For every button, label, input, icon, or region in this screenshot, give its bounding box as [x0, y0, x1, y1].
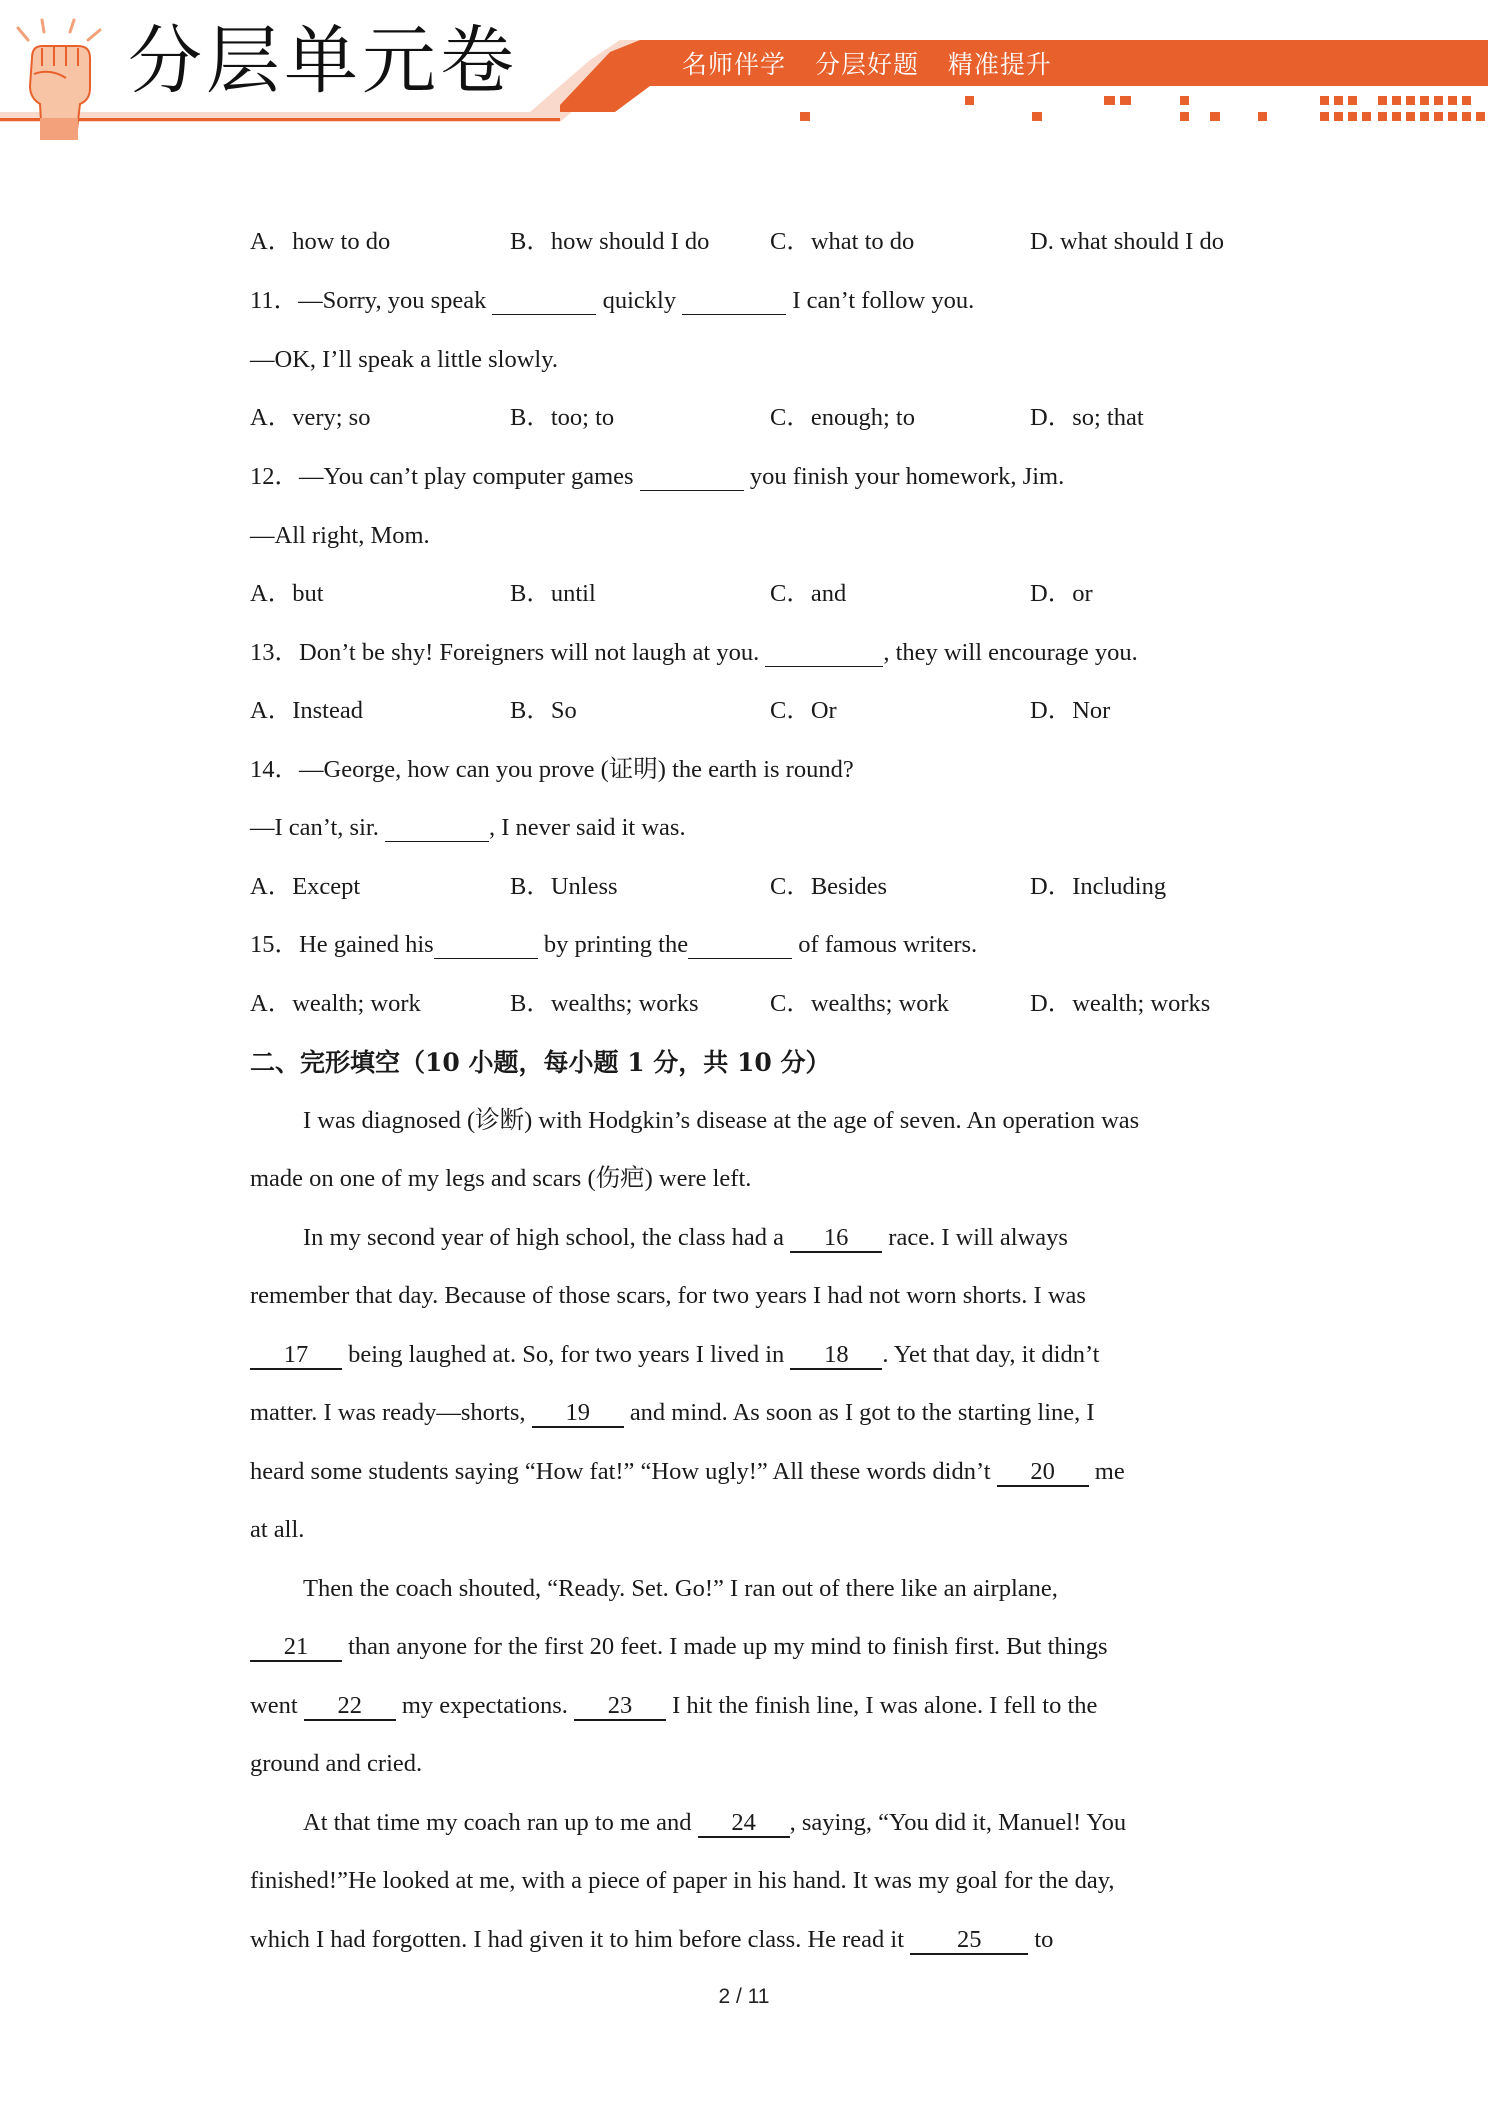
q11-option-c: C．enough; to — [770, 404, 915, 431]
passage-text: matter. I was ready—shorts, — [250, 1399, 532, 1426]
q15-blank-2 — [688, 933, 792, 959]
passage-text: to — [1028, 1926, 1054, 1953]
passage-line — [250, 1460, 1125, 1487]
q14-option-d: D．Including — [1030, 873, 1167, 900]
q12-stem — [250, 465, 1064, 491]
passage-text: , saying, “You did it, Manuel! You — [789, 1809, 1127, 1836]
q13-number: 13． — [250, 639, 299, 666]
passage-text: heard some students saying “How fat!” “How ugly!” All these words didn’t — [250, 1458, 997, 1485]
q11-number: 11． — [250, 287, 299, 314]
cloze-blank-25: 25 — [910, 1928, 1028, 1955]
q12-option-a: A．but — [250, 580, 324, 607]
q13-option-c: C．Or — [770, 697, 837, 724]
q12-number: 12． — [250, 463, 299, 490]
q15-option-a: A．wealth; work — [250, 990, 421, 1017]
passage-line — [250, 1694, 1097, 1721]
q12-stem-text: —You can’t play computer games — [299, 463, 640, 490]
q14-stem-text: —George, how can you prove (证明) the earth is round? — [299, 756, 854, 783]
passage-line — [250, 1343, 1100, 1370]
q11-stem-text: —Sorry, you speak — [298, 287, 493, 314]
passage-line — [303, 1226, 1068, 1253]
passage-line: ground and cried. — [250, 1750, 423, 1777]
passage-line: remember that day. Because of those scars, for two years I had not worn shorts. I was — [250, 1282, 1086, 1309]
q11-blank-2 — [682, 289, 786, 315]
cloze-blank-22: 22 — [304, 1694, 396, 1721]
section-heading: 二、完形填空（10 小题，每小题 1 分，共 10 分） — [250, 1048, 831, 1077]
header-slogan: 名师伴学 分层好题 精准提升 — [682, 50, 1052, 79]
q11-option-d: D．so; that — [1030, 404, 1144, 431]
cloze-blank-18: 18 — [790, 1343, 882, 1370]
q10-option-c: C．what to do — [770, 228, 915, 255]
q11-reply: —OK, I’ll speak a little slowly. — [250, 346, 559, 373]
q13-blank — [765, 641, 883, 667]
passage-text: which I had forgotten. I had given it to him before class. He read it — [250, 1926, 911, 1953]
q14-option-c: C．Besides — [770, 873, 888, 900]
q14-number: 14． — [250, 756, 299, 783]
passage-line: Then the coach shouted, “Ready. Set. Go!” I ran out of there like an airplane, — [303, 1575, 1058, 1602]
q10-option-d: D. what should I do — [1030, 228, 1224, 255]
passage-text: race. I will always — [882, 1224, 1068, 1251]
passage-line — [250, 1928, 1053, 1955]
q11-stem-text: quickly — [596, 287, 683, 314]
passage-text: . Yet that day, it didn’t — [882, 1341, 1100, 1368]
q13-stem-text: , they will encourage you. — [883, 639, 1138, 666]
cloze-blank-24: 24 — [698, 1811, 790, 1838]
q14-reply-text: —I can’t, sir. — [250, 814, 385, 841]
page-title: 分层单元卷 — [128, 18, 518, 104]
q15-option-b: B．wealths; works — [510, 990, 699, 1017]
q13-option-a: A．Instead — [250, 697, 363, 724]
cloze-blank-19: 19 — [532, 1401, 624, 1428]
q12-blank — [640, 465, 744, 491]
q11-blank-1 — [492, 289, 596, 315]
passage-line — [303, 1811, 1126, 1838]
passage-text: In my second year of high school, the class had a — [303, 1224, 791, 1251]
passage-line — [250, 1401, 1095, 1428]
page-number: 2 / 11 — [718, 1985, 770, 2008]
passage-text: my expectations. — [395, 1692, 575, 1719]
cloze-blank-21: 21 — [250, 1635, 342, 1662]
q15-option-d: D．wealth; works — [1030, 990, 1211, 1017]
q11-stem — [250, 289, 974, 315]
q11-option-b: B．too; to — [510, 404, 615, 431]
cloze-blank-16: 16 — [790, 1226, 882, 1253]
page-header — [0, 0, 1488, 150]
q12-reply: —All right, Mom. — [250, 522, 430, 549]
passage-line: I was diagnosed (诊断) with Hodgkin’s disease at the age of seven. An operation was — [303, 1107, 1140, 1134]
q13-option-d: D．Nor — [1030, 697, 1111, 724]
q13-stem-text: Don’t be shy! Foreigners will not laugh at you. — [299, 639, 766, 666]
cloze-blank-17: 17 — [250, 1343, 342, 1370]
q10-option-b: B．how should I do — [510, 228, 710, 255]
q12-option-b: B．until — [510, 580, 596, 607]
passage-text: being laughed at. So, for two years I lived in — [342, 1341, 791, 1368]
q15-stem-text: of famous writers. — [792, 931, 978, 958]
passage-line: made on one of my legs and scars (伤疤) were left. — [250, 1165, 752, 1192]
q15-stem — [250, 933, 977, 959]
passage-text: than anyone for the first 20 feet. I made up my mind to finish first. But things — [342, 1633, 1108, 1660]
cloze-blank-23: 23 — [574, 1694, 666, 1721]
q15-number: 15． — [250, 931, 299, 958]
q13-option-b: B．So — [510, 697, 577, 724]
q14-option-a: A．Except — [250, 873, 361, 900]
q14-reply — [250, 816, 686, 842]
q12-stem-text: you finish your homework, Jim. — [743, 463, 1065, 490]
q15-blank-1 — [434, 933, 538, 959]
passage-line — [250, 1635, 1108, 1662]
passage-line: at all. — [250, 1516, 305, 1543]
raised-fist-icon — [10, 18, 110, 143]
q13-stem — [250, 641, 1138, 667]
q12-option-c: C．and — [770, 580, 847, 607]
q14-blank — [385, 816, 489, 842]
q14-reply-text: , I never said it was. — [488, 814, 686, 841]
q14-stem — [250, 758, 854, 783]
q14-option-b: B．Unless — [510, 873, 618, 900]
q11-stem-text: I can’t follow you. — [786, 287, 975, 314]
cloze-blank-20: 20 — [997, 1460, 1089, 1487]
passage-text: I hit the finish line, I was alone. I fell to the — [666, 1692, 1098, 1719]
q15-stem-text: by printing the — [537, 931, 689, 958]
q12-option-d: D．or — [1030, 580, 1093, 607]
passage-text: and mind. As soon as I got to the starting line, I — [623, 1399, 1095, 1426]
passage-text: At that time my coach ran up to me and — [303, 1809, 698, 1836]
q11-option-a: A．very; so — [250, 404, 371, 431]
q15-stem-text: He gained his — [299, 931, 434, 958]
q10-option-a: A．how to do — [250, 228, 391, 255]
passage-text: me — [1088, 1458, 1125, 1485]
passage-text: went — [250, 1692, 304, 1719]
passage-line: finished!”He looked at me, with a piece of paper in his hand. It was my goal for the day, — [250, 1867, 1115, 1894]
q15-option-c: C．wealths; work — [770, 990, 949, 1017]
